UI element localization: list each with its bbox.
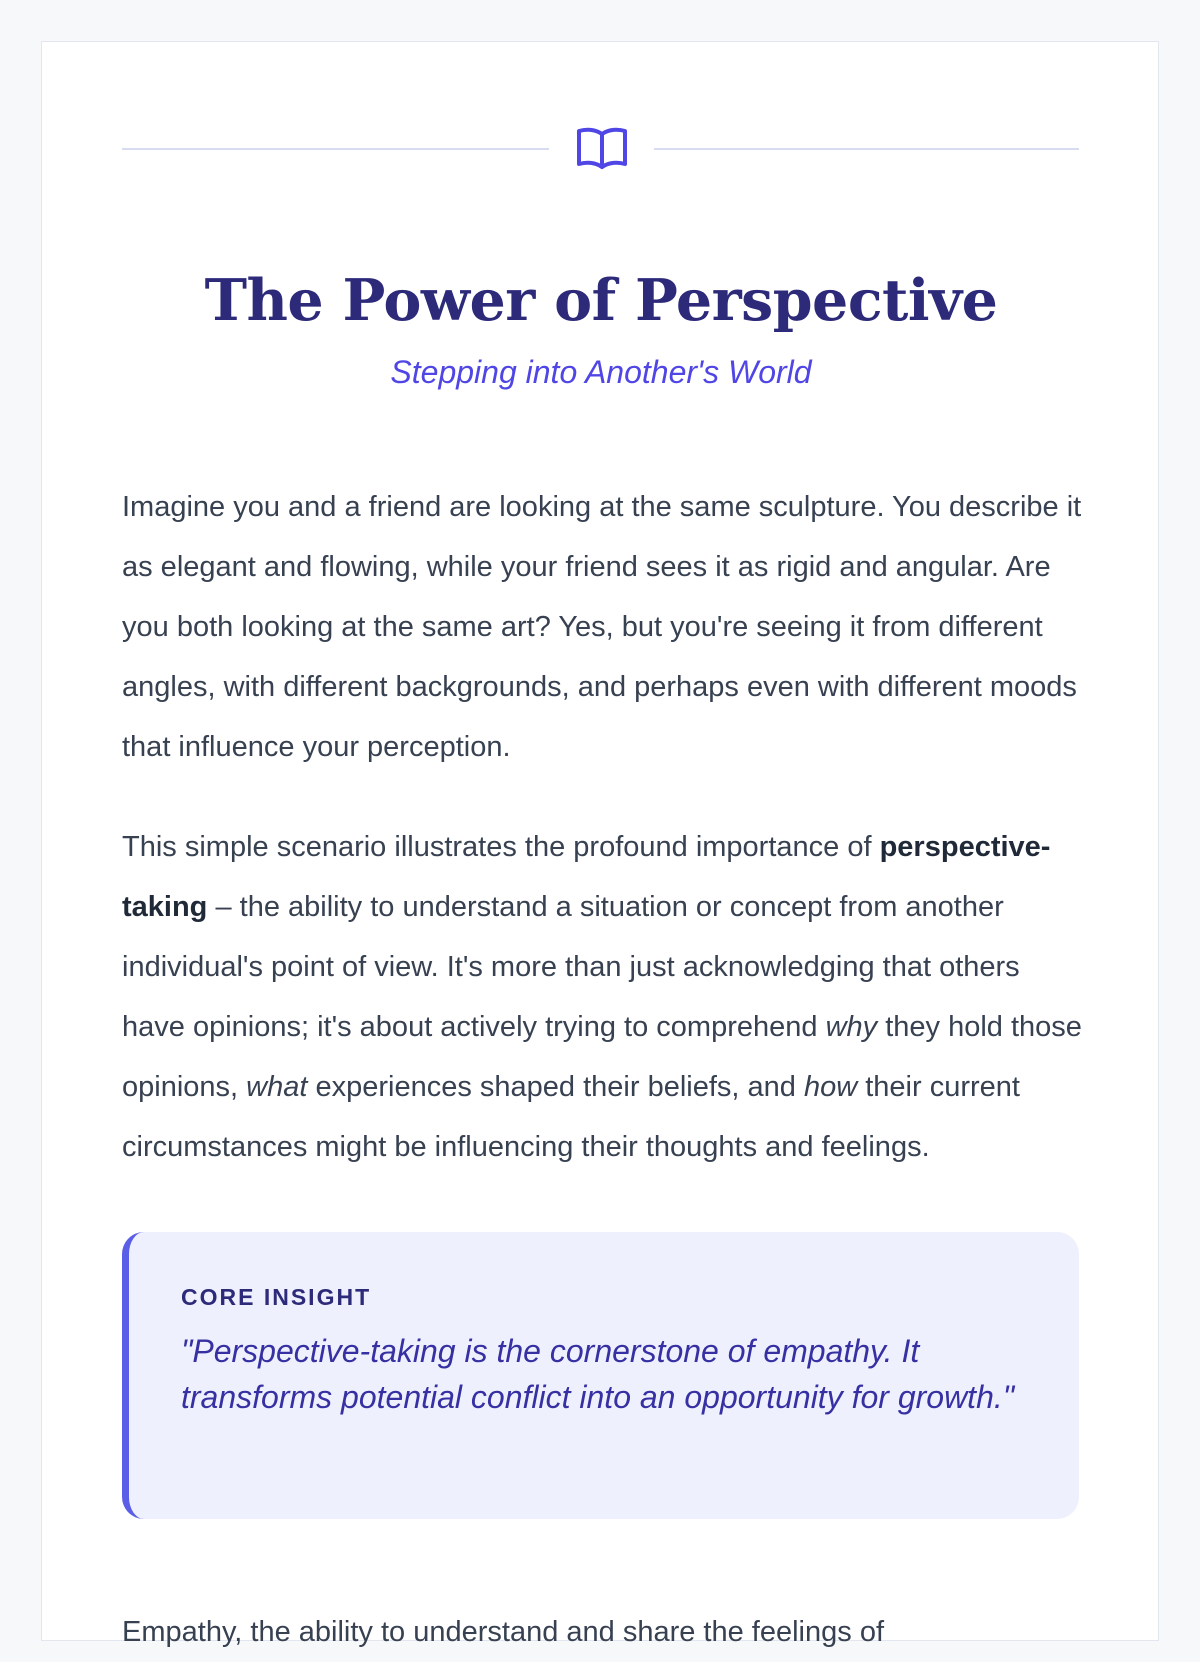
core-insight-callout xyxy=(122,1232,1079,1519)
divider-line-left xyxy=(122,148,549,150)
paragraph-text: – the ability to understand a situation or concept from another individual's point of view. It's more than just acknowledging that others have opinions; it's about actively trying to comprehend xyxy=(122,891,1020,1043)
callout-quote: "Perspective-taking is the cornerstone of empathy. It transforms potential conflict into an opportunity for growth." xyxy=(181,1333,1015,1415)
page-title: The Power of Perspective xyxy=(204,267,998,334)
divider-line-right xyxy=(654,148,1079,150)
paragraph-intro: Imagine you and a friend are looking at the same sculpture. You describe it as elegant and flowing, while your friend sees it as rigid and angular. Are you both looking at the same art? Yes, but you're seeing it from different angles, with different backgrounds, and perhaps even with different moods that influence your perception. xyxy=(122,491,1082,763)
emphasis-how: how xyxy=(803,1071,858,1103)
page-subtitle: Stepping into Another's World xyxy=(390,354,812,390)
book-open-icon xyxy=(575,124,629,174)
article-card xyxy=(41,41,1159,1648)
header-divider xyxy=(122,124,1079,174)
paragraph-text: they hold those opinions, xyxy=(122,1011,1082,1103)
paragraph-text: their current circumstances might be influencing their thoughts and feelings. xyxy=(122,1071,1020,1163)
paragraph-text: This simple scenario illustrates the profound importance of xyxy=(122,831,880,863)
emphasis-why: why xyxy=(825,1011,878,1043)
paragraph-empathy: Empathy, the ability to understand and share the feelings of xyxy=(122,1616,885,1648)
key-term: perspective-taking xyxy=(122,831,1051,923)
paragraph-perspective xyxy=(122,817,1087,1177)
emphasis-what: what xyxy=(246,1071,308,1103)
callout-label: CORE INSIGHT xyxy=(181,1284,372,1310)
paragraph-text: experiences shaped their beliefs, and xyxy=(307,1071,804,1103)
